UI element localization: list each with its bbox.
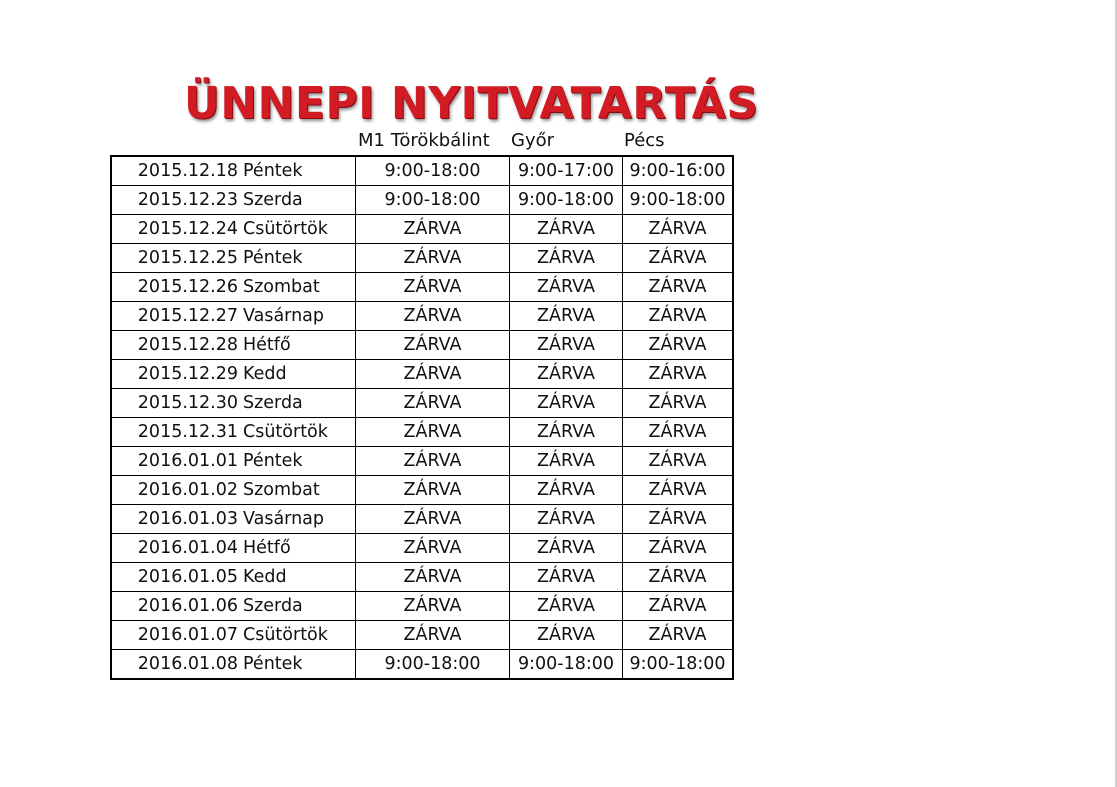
hours-m1: ZÁRVA xyxy=(356,563,510,592)
table-row xyxy=(111,447,733,476)
date-wrap xyxy=(115,277,355,297)
date-wrap xyxy=(115,335,355,355)
weekday: Kedd xyxy=(243,364,287,384)
date-cell xyxy=(111,186,356,215)
date-value: 2015.12.25 xyxy=(137,248,238,268)
date-wrap xyxy=(115,654,355,674)
date-wrap xyxy=(115,480,355,500)
date-value: 2015.12.26 xyxy=(137,277,238,297)
hours-gyor: ZÁRVA xyxy=(510,563,623,592)
date-wrap xyxy=(115,509,355,529)
date-value: 2015.12.18 xyxy=(137,161,238,181)
table-row xyxy=(111,215,733,244)
hours-gyor: ZÁRVA xyxy=(510,534,623,563)
hours-m1: ZÁRVA xyxy=(356,505,510,534)
weekday: Péntek xyxy=(243,248,303,268)
hours-gyor: 9:00-18:00 xyxy=(510,650,623,680)
hours-gyor: ZÁRVA xyxy=(510,331,623,360)
date-cell xyxy=(111,447,356,476)
hours-m1: ZÁRVA xyxy=(356,302,510,331)
table-row xyxy=(111,418,733,447)
hours-pecs: 9:00-18:00 xyxy=(623,650,734,680)
opening-hours-table xyxy=(110,155,734,680)
hours-m1: 9:00-18:00 xyxy=(356,156,510,186)
hours-pecs: ZÁRVA xyxy=(623,215,734,244)
page-title: ÜNNEPI NYITVATARTÁS xyxy=(184,78,759,129)
weekday: Péntek xyxy=(243,451,303,471)
date-wrap xyxy=(115,422,355,442)
weekday: Vasárnap xyxy=(243,509,324,529)
weekday: Péntek xyxy=(243,161,303,181)
weekday: Szerda xyxy=(243,596,303,616)
date-wrap xyxy=(115,625,355,645)
table-row xyxy=(111,621,733,650)
hours-m1: 9:00-18:00 xyxy=(356,650,510,680)
hours-pecs: ZÁRVA xyxy=(623,302,734,331)
date-wrap xyxy=(115,219,355,239)
hours-m1: ZÁRVA xyxy=(356,215,510,244)
table-row xyxy=(111,563,733,592)
date-cell xyxy=(111,302,356,331)
hours-m1: ZÁRVA xyxy=(356,534,510,563)
hours-m1: ZÁRVA xyxy=(356,331,510,360)
hours-gyor: 9:00-18:00 xyxy=(510,186,623,215)
hours-pecs: ZÁRVA xyxy=(623,244,734,273)
hours-gyor: ZÁRVA xyxy=(510,418,623,447)
hours-m1: ZÁRVA xyxy=(356,244,510,273)
hours-pecs: ZÁRVA xyxy=(623,447,734,476)
date-value: 2016.01.07 xyxy=(137,625,238,645)
date-cell xyxy=(111,650,356,680)
hours-pecs: 9:00-18:00 xyxy=(623,186,734,215)
weekday: Csütörtök xyxy=(243,625,328,645)
date-cell xyxy=(111,534,356,563)
table-row xyxy=(111,476,733,505)
hours-m1: ZÁRVA xyxy=(356,389,510,418)
hours-m1: ZÁRVA xyxy=(356,447,510,476)
weekday: Vasárnap xyxy=(243,306,324,326)
table-row xyxy=(111,156,733,186)
weekday: Hétfő xyxy=(243,538,291,558)
table-row xyxy=(111,534,733,563)
hours-gyor: ZÁRVA xyxy=(510,389,623,418)
hours-m1: ZÁRVA xyxy=(356,418,510,447)
date-value: 2015.12.31 xyxy=(137,422,238,442)
weekday: Szombat xyxy=(243,480,320,500)
hours-gyor: ZÁRVA xyxy=(510,244,623,273)
table-row xyxy=(111,273,733,302)
date-wrap xyxy=(115,451,355,471)
hours-pecs: ZÁRVA xyxy=(623,476,734,505)
table-row xyxy=(111,389,733,418)
date-value: 2015.12.30 xyxy=(137,393,238,413)
weekday: Csütörtök xyxy=(243,219,328,239)
date-wrap xyxy=(115,248,355,268)
date-value: 2015.12.27 xyxy=(137,306,238,326)
hours-gyor: ZÁRVA xyxy=(510,447,623,476)
date-cell xyxy=(111,156,356,186)
hours-pecs: ZÁRVA xyxy=(623,534,734,563)
column-header-gyor: Győr xyxy=(511,130,555,151)
column-header-pecs: Pécs xyxy=(624,130,665,151)
hours-pecs: ZÁRVA xyxy=(623,389,734,418)
date-wrap xyxy=(115,567,355,587)
table-row xyxy=(111,302,733,331)
date-wrap xyxy=(115,190,355,210)
hours-m1: ZÁRVA xyxy=(356,621,510,650)
date-value: 2015.12.28 xyxy=(137,335,238,355)
date-value: 2016.01.05 xyxy=(137,567,238,587)
hours-m1: 9:00-18:00 xyxy=(356,186,510,215)
date-value: 2016.01.06 xyxy=(137,596,238,616)
hours-gyor: ZÁRVA xyxy=(510,505,623,534)
table-row xyxy=(111,244,733,273)
date-wrap xyxy=(115,161,355,181)
date-value: 2016.01.08 xyxy=(137,654,238,674)
date-cell xyxy=(111,389,356,418)
weekday: Szerda xyxy=(243,190,303,210)
date-value: 2016.01.03 xyxy=(137,509,238,529)
date-cell xyxy=(111,418,356,447)
hours-pecs: ZÁRVA xyxy=(623,621,734,650)
date-value: 2015.12.29 xyxy=(137,364,238,384)
hours-gyor: 9:00-17:00 xyxy=(510,156,623,186)
hours-m1: ZÁRVA xyxy=(356,476,510,505)
date-wrap xyxy=(115,364,355,384)
hours-m1: ZÁRVA xyxy=(356,592,510,621)
table-row xyxy=(111,186,733,215)
column-header-m1: M1 Törökbálint xyxy=(358,130,490,151)
date-value: 2016.01.01 xyxy=(137,451,238,471)
date-cell xyxy=(111,563,356,592)
date-cell xyxy=(111,505,356,534)
date-cell xyxy=(111,360,356,389)
date-cell xyxy=(111,621,356,650)
table-row xyxy=(111,505,733,534)
hours-pecs: ZÁRVA xyxy=(623,563,734,592)
hours-m1: ZÁRVA xyxy=(356,360,510,389)
table-row xyxy=(111,331,733,360)
hours-m1: ZÁRVA xyxy=(356,273,510,302)
date-cell xyxy=(111,592,356,621)
weekday: Csütörtök xyxy=(243,422,328,442)
hours-gyor: ZÁRVA xyxy=(510,621,623,650)
hours-gyor: ZÁRVA xyxy=(510,476,623,505)
weekday: Péntek xyxy=(243,654,303,674)
date-cell xyxy=(111,244,356,273)
weekday: Szerda xyxy=(243,393,303,413)
date-wrap xyxy=(115,596,355,616)
date-cell xyxy=(111,476,356,505)
date-value: 2016.01.04 xyxy=(137,538,238,558)
hours-pecs: ZÁRVA xyxy=(623,592,734,621)
date-value: 2015.12.23 xyxy=(137,190,238,210)
date-wrap xyxy=(115,393,355,413)
hours-gyor: ZÁRVA xyxy=(510,592,623,621)
weekday: Szombat xyxy=(243,277,320,297)
weekday: Kedd xyxy=(243,567,287,587)
hours-pecs: ZÁRVA xyxy=(623,331,734,360)
date-cell xyxy=(111,273,356,302)
hours-pecs: 9:00-16:00 xyxy=(623,156,734,186)
table-row xyxy=(111,360,733,389)
table-row xyxy=(111,650,733,680)
date-cell xyxy=(111,331,356,360)
hours-pecs: ZÁRVA xyxy=(623,273,734,302)
date-cell xyxy=(111,215,356,244)
date-value: 2016.01.02 xyxy=(137,480,238,500)
table-body xyxy=(111,156,733,679)
table-row xyxy=(111,592,733,621)
hours-gyor: ZÁRVA xyxy=(510,360,623,389)
date-value: 2015.12.24 xyxy=(137,219,238,239)
weekday: Hétfő xyxy=(243,335,291,355)
hours-gyor: ZÁRVA xyxy=(510,302,623,331)
hours-pecs: ZÁRVA xyxy=(623,360,734,389)
date-wrap xyxy=(115,306,355,326)
hours-gyor: ZÁRVA xyxy=(510,273,623,302)
hours-pecs: ZÁRVA xyxy=(623,505,734,534)
hours-gyor: ZÁRVA xyxy=(510,215,623,244)
date-wrap xyxy=(115,538,355,558)
hours-pecs: ZÁRVA xyxy=(623,418,734,447)
